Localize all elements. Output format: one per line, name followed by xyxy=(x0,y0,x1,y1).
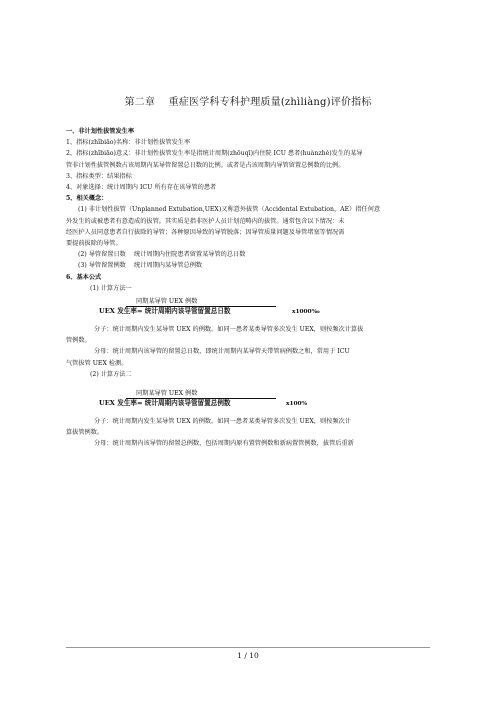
denominator-2-line-1: 分母：统计周期内该导管的留置总例数，包括周期内原有置管例数和新病置管例数，拔管后重新 xyxy=(94,440,354,448)
concept-1-line-3: 经医护人员同意患者自行拔除的导管；各种原因导致的导管脱落；因导管质量问题及导管堵塞等情况需 xyxy=(66,228,345,236)
formula-1-expression: UEX 发生率= 统计周期内该导管留置总日数 xyxy=(99,307,231,316)
document-body xyxy=(66,126,432,450)
numerator-1-line-2: 管例数。 xyxy=(66,337,91,345)
denominator-1-line-2: 气管拔管 UEX 检测。 xyxy=(66,359,128,367)
section-heading: 一、非计划性拔管发生率 xyxy=(66,128,135,135)
concept-1-line-4: 要提前拔除的导管。 xyxy=(66,240,122,248)
footer-divider xyxy=(66,647,430,648)
formula-2-multiplier: x100% xyxy=(286,401,308,408)
item-significance-line-1: 2、指标(zhǐbiāo)意义：非计划性拔管发生率是指统计周期(zhōuqī)内住院 ICU 患者(huànzhě)发生的某导 xyxy=(66,150,363,158)
formula-2-expression: UEX 发生率= 统计周期内该导管留置总例数 xyxy=(99,399,231,408)
concept-3: (3) 导管留置例数 统计周期内某导管总例数 xyxy=(78,262,203,270)
item-type: 3、指标类型：结果指标 xyxy=(66,172,132,180)
item-concepts: 5、相关概念： xyxy=(66,195,108,203)
method-2-heading: (2) 计算方法二 xyxy=(90,370,132,378)
numerator-1-line-1: 分子：统计周期内发生某导管 UEX 的例数。如同一患者某类导管多次发生 UEX，则按频次计算拔 xyxy=(94,326,364,334)
chapter-title: 第二章 重症医学科专科护理质量(zhìliàng)评价指标 xyxy=(124,97,372,108)
formula-1-multiplier: x1000‰ xyxy=(292,309,320,316)
numerator-2-line-2: 算拔管例数。 xyxy=(66,429,104,437)
page-number: 1 / 10 xyxy=(237,651,259,660)
formula-1 xyxy=(66,294,432,324)
denominator-1-line-1: 分母：统计周期内该导管的留置总日数，即统计周期内某导管天带管病例数之和，常用于 ICU xyxy=(94,348,350,356)
concept-2: (2) 导管留置日数 统计周期内住院患者留置某导管的总日数 xyxy=(78,251,246,259)
formula-2-numerator: 同期某导管 UEX 例数 xyxy=(136,390,198,398)
numerator-2-line-1: 分子：统计周期内发生某导管 UEX 的例数。如同一患者某类导管多次发生 UEX，则按频次计 xyxy=(94,418,351,426)
formula-2 xyxy=(66,386,432,416)
item-name: 1、指标(zhǐbiāo)名称：非计划性拔管发生率 xyxy=(66,139,191,147)
method-1-heading: (1) 计算方法一 xyxy=(90,284,132,292)
item-object: 4、对象选择：统计周期内 ICU 所有存在该导管的患者 xyxy=(66,184,217,192)
concept-1-line-1: (1) 非计划性拔管（Unplanned Extubation,UEX)又称意外拔管（Accidental Extubation，AE）指任何意 xyxy=(78,206,381,214)
formula-1-numerator: 同期某导管 UEX 例数 xyxy=(136,298,198,306)
concept-1-line-2: 外发生的或被患者有意造成的拔管。其实质是指非医护人员计划范畴内的拔管。通常包含以下情况：未 xyxy=(66,217,345,225)
item-significance-line-2: 管非计划性拔管例数占该周期内某导管留置总日数的比例。或者是占该周期内导管留置总例数的比例。 xyxy=(66,161,345,169)
item-formula: 6、基本公式 xyxy=(66,273,102,281)
